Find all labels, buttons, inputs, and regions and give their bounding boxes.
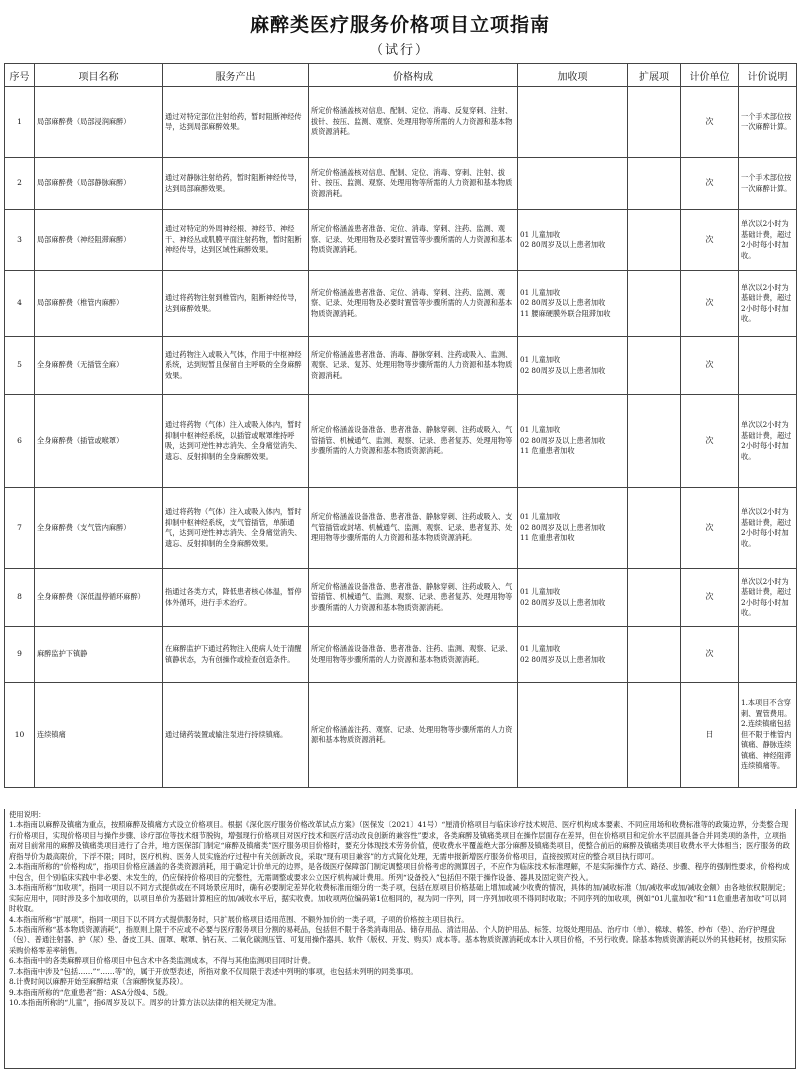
price-composition-cell: 所定价格涵盖核对信息、配制、定位、消毒、穿刺、注射、拔针、按压、监测、观察、处理用物等所需的人力资源和基本物质资源消耗。	[309, 158, 518, 210]
addon-items-cell	[518, 683, 628, 788]
pricing-note-cell: 单次以2小时为基础计费，超过2小时每小时加收。	[739, 271, 797, 337]
pricing-unit-cell: 日	[681, 683, 739, 788]
row-number-cell: 4	[5, 271, 35, 337]
table-header-row	[5, 64, 797, 87]
price-item-table	[4, 63, 797, 788]
pricing-note-cell: 单次以2小时为基础计费，超过2小时每小时加收。	[739, 488, 797, 569]
row-number-cell: 1	[5, 87, 35, 158]
price-composition-cell: 所定价格涵盖设备准备、患者准备、静脉穿刺、注药或吸入、支气管插管或封堵、机械通气、监测、观察、记录、患者复苏、处理用物等步骤所需的人力资源和基本物质资源消耗。	[309, 488, 518, 569]
pricing-unit-cell: 次	[681, 627, 739, 683]
addon-items-cell: 01 儿童加收 02 80周岁及以上患者加收	[518, 627, 628, 683]
item-name-cell: 全身麻醉费（深低温停循环麻醉）	[35, 569, 163, 627]
header-addon: 加收项	[518, 64, 628, 87]
service-output-cell: 通过对静脉注射给药，暂时阻断神经传导，达到局部麻醉效果。	[163, 158, 309, 210]
extension-items-cell	[628, 488, 681, 569]
extension-items-cell	[628, 271, 681, 337]
notes-heading: 使用说明：	[9, 810, 46, 819]
pricing-note-cell: 单次以2小时为基础计费，超过2小时每小时加收。	[739, 210, 797, 271]
item-name-cell: 局部麻醉费（神经阻滞麻醉）	[35, 210, 163, 271]
header-no: 序号	[5, 64, 35, 87]
pricing-unit-cell: 次	[681, 158, 739, 210]
service-output-cell: 指通过各类方式，降低患者核心体温，暂停体外循环，进行手术治疗。	[163, 569, 309, 627]
item-name-cell: 麻醉监护下镇静	[35, 627, 163, 683]
service-output-cell: 通过药物注入或吸入气体，作用于中枢神经系统，达到短暂且保留自主呼吸的全身麻醉效果。	[163, 337, 309, 395]
table-row	[5, 488, 797, 569]
addon-items-cell: 01 儿童加收 02 80周岁及以上患者加收	[518, 569, 628, 627]
table-row	[5, 158, 797, 210]
service-output-cell: 通过对特定部位注射给药，暂时阻断神经传导，达到局部麻醉效果。	[163, 87, 309, 158]
note-paragraph: 10.本指南所称的“儿童”，指6周岁及以下。周岁的计算方法以法律的相关规定为准。	[9, 998, 281, 1008]
price-composition-cell: 所定价格涵盖设备准备、患者准备、注药、监测、观察、记录、处理用物等步骤所需的人力资源和基本物质资源消耗。	[309, 627, 518, 683]
price-composition-cell: 所定价格涵盖患者准备、消毒、静脉穿刺、注药或吸入、监测、观察、记录、复苏、处理用物等步骤所需的人力资源和基本物质资源消耗。	[309, 337, 518, 395]
table-row	[5, 210, 797, 271]
service-output-cell: 通过将药物（气体）注入或吸入体内，暂时抑制中枢神经系统，以插管或喉罩维持呼吸，达到可逆性神志消失、全身痛觉消失、遗忘、反射抑制的全身麻醉效果。	[163, 395, 309, 488]
header-name: 项目名称	[35, 64, 163, 87]
item-name-cell: 全身麻醉费（支气管内麻醉）	[35, 488, 163, 569]
usage-notes	[4, 809, 796, 1069]
row-number-cell: 2	[5, 158, 35, 210]
item-name-cell: 全身麻醉费（无插管全麻）	[35, 337, 163, 395]
item-name-cell: 局部麻醉费（椎管内麻醉）	[35, 271, 163, 337]
extension-items-cell	[628, 337, 681, 395]
item-name-cell: 连续镇痛	[35, 683, 163, 788]
page-title: 麻醉类医疗服务价格项目立项指南	[249, 14, 550, 36]
addon-items-cell: 01 儿童加收 02 80周岁及以上患者加收 11 危重患者加收	[518, 395, 628, 488]
pricing-unit-cell: 次	[681, 488, 739, 569]
row-number-cell: 3	[5, 210, 35, 271]
pricing-unit-cell: 次	[681, 569, 739, 627]
table-row	[5, 569, 797, 627]
note-paragraph: 7.本指南中涉及“包括……”“……等”的，属于开放型表述，所指对象不仅局限于表述中列明的事项，也包括未列明的同类事项。	[9, 966, 418, 976]
pricing-note-cell	[739, 627, 797, 683]
addon-items-cell	[518, 87, 628, 158]
item-name-cell: 全身麻醉费（插管或喉罩）	[35, 395, 163, 488]
addon-items-cell: 01 儿童加收 02 80周岁及以上患者加收	[518, 337, 628, 395]
header-output: 服务产出	[163, 64, 309, 87]
pricing-note-cell	[739, 337, 797, 395]
addon-items-cell: 01 儿童加收 02 80周岁及以上患者加收	[518, 210, 628, 271]
table-body	[5, 87, 797, 788]
pricing-note-cell: 一个手术部位按一次麻醉计算。	[739, 87, 797, 158]
table-row	[5, 627, 797, 683]
table-row	[5, 87, 797, 158]
extension-items-cell	[628, 683, 681, 788]
item-name-cell: 局部麻醉费（局部浸润麻醉）	[35, 87, 163, 158]
service-output-cell: 通过对特定的外周神经根、神经节、神经干、神经丛或肌膜平面注射药物，暂时阻断神经传导，达到区域性麻醉效果。	[163, 210, 309, 271]
addon-items-cell: 01 儿童加收 02 80周岁及以上患者加收 11 危重患者加收	[518, 488, 628, 569]
pricing-unit-cell: 次	[681, 395, 739, 488]
service-output-cell: 通过将药物注射到椎管内，阻断神经传导，达到麻醉效果。	[163, 271, 309, 337]
row-number-cell: 8	[5, 569, 35, 627]
service-output-cell: 通过储药装置或输注泵进行持续镇痛。	[163, 683, 309, 788]
row-number-cell: 10	[5, 683, 35, 788]
header-price: 价格构成	[309, 64, 518, 87]
service-output-cell: 通过将药物（气体）注入或吸入体内，暂时抑制中枢神经系统，支气管插管，单肺通气，达到可逆性神志消失、全身痛觉消失、遗忘、反射抑制的全身麻醉效果。	[163, 488, 309, 569]
pricing-unit-cell: 次	[681, 87, 739, 158]
pricing-note-cell: 单次以2小时为基础计费，超过2小时每小时加收。	[739, 569, 797, 627]
extension-items-cell	[628, 210, 681, 271]
note-paragraph: 3.本指南所称“加收项”，指同一项目以不同方式提供或在不同场景应用时，确有必要制定差异化收费标准而细分的一类子项，包括在原项目价格基础上增加或减少收费的情况，具体的加/减收标准（加/减收率或加/减收金额）由各地依权限制定；实际应用中，同时涉及多个加收项的，以项目单价为基础计算相应的加/减收水平后，据实收费。加收项两位编码第1位相同的，视为同一序列，同一序列加收项不得同时收取；不同序列的加收项，例如“01儿童加收”和“11危重患者加收”可以同时收取。	[9, 883, 790, 914]
service-output-cell: 在麻醉监护下通过药物注入使病人处于清醒镇静状态，为有创操作或检查创造条件。	[163, 627, 309, 683]
item-name-cell: 局部麻醉费（局部静脉麻醉）	[35, 158, 163, 210]
price-composition-cell: 所定价格涵盖设备准备、患者准备、静脉穿刺、注药或吸入、气管插管、机械通气、监测、观察、记录、患者复苏、处理用物等步骤所需的人力资源和基本物质资源消耗。	[309, 395, 518, 488]
price-composition-cell: 所定价格涵盖核对信息、配制、定位、消毒、反复穿刺、注射、拔针、按压、监测、观察、处理用物等所需的人力资源和基本物质资源消耗。	[309, 87, 518, 158]
note-paragraph: 5.本指南所称“基本物质资源消耗”，指原则上限于不应或不必要与医疗服务项目分割的易耗品，包括但不限于各类消毒用品、储存用品、清洁用品、个人防护用品、标签、垃圾处理用品、治疗巾（单）、棉球、棉签、纱布（垫）、治疗护理盘（包）、普通注射器、护（尿）垫、备皮工具、面罩、喉罩、钠石灰、二氧化碳测压管、可复用操作器具、软件（版权、开发、购买）成本等。基本物质资源消耗成本计入项目价格，不另行收费。除基本物质资源消耗以外的其他耗材，按照实际采购价格零差率销售。	[9, 924, 787, 955]
table-row	[5, 337, 797, 395]
row-number-cell: 5	[5, 337, 35, 395]
price-composition-cell: 所定价格涵盖注药、观察、记录、处理用物等步骤所需的人力资源和基本物质资源消耗。	[309, 683, 518, 788]
pricing-note-cell: 1.本项目不含穿刺、置管费用。 2.连续镇痛包括但不限于椎管内镇痛、静脉连续镇痛、神经阻滞连续镇痛等。	[739, 683, 797, 788]
extension-items-cell	[628, 87, 681, 158]
table-row	[5, 683, 797, 788]
pricing-unit-cell: 次	[681, 210, 739, 271]
note-paragraph: 6.本指南中的各类麻醉项目价格项目中包含术中各类监测成本，不得与其他监测项目同时计费。	[9, 956, 316, 966]
extension-items-cell	[628, 158, 681, 210]
pricing-note-cell: 一个手术部位按一次麻醉计算。	[739, 158, 797, 210]
extension-items-cell	[628, 627, 681, 683]
price-composition-cell: 所定价格涵盖患者准备、定位、消毒、穿刺、注药、监测、观察、记录、处理用物及必要时置管等步骤所需的人力资源和基本物质资源消耗。	[309, 271, 518, 337]
note-paragraph: 2.本指南所称的“价格构成”，指项目价格应涵盖的各类资源消耗，用于确定计价单元的边界，是各级医疗保障部门制定调整项目价格考虑的测算因子，不应作为临床技术标准理解，不是实际操作方式、路径、步骤、程序的强制性要求，价格构成中包含，但个别临床实践中非必要、未发生的，仍应保持价格项目的完整性，无需调整或要求公立医疗机构减计费用。所列“设备投入”包括但不限于操作设备、器具及固定资产投入。	[9, 862, 790, 882]
pricing-unit-cell: 次	[681, 271, 739, 337]
addon-items-cell	[518, 158, 628, 210]
note-paragraph: 8.计费时间以麻醉开始至麻醉结束（含麻醉恢复苏段）。	[9, 977, 188, 987]
table-row	[5, 271, 797, 337]
pricing-unit-cell: 次	[681, 337, 739, 395]
price-composition-cell: 所定价格涵盖设备准备、患者准备、静脉穿刺、注药或吸入、气管插管、机械通气、监测、观察、记录、患者复苏、处理用物等步骤所需的人力资源和基本物质资源消耗。	[309, 569, 518, 627]
row-number-cell: 9	[5, 627, 35, 683]
extension-items-cell	[628, 395, 681, 488]
note-paragraph: 1.本指南以麻醉及镇痛为重点，按照麻醉及镇痛方式设立价格项目。根据《深化医疗服务价格改革试点方案》（医保发〔2021〕41号）“厘清价格项目与临床诊疗技术规范、医疗机构成本要素、不同应用场和收费标准等的政策边界，分类整合现行价格项目，实现价格项目与操作步骤、诊疗部位等技术细节脱钩，增强现行价格项目对医疗技术和医疗活动改良创新的兼容性”要求，各类麻醉及镇痛类项目在操作层面存在差异，但在价格项目和定价水平层面具备合并同类项的条件，立项指南对目前常用的麻醉及镇痛类项目进行了合并，地方医保部门制定“麻醉及镇痛类”医疗服务项目价格时，要充分体现技术劳务价值，使收费水平覆盖绝大部分麻醉及镇痛类项目，使整合前后的麻醉及镇痛类项目收费水平大体相当；医疗服务的政府指导价为最高限价，下浮不限；同时，医疗机构、医务人员实施治疗过程中有关创新改良，采取“现有项目兼容”的方式简化处理，无需申报新增医疗服务价格项目，直接按照对应的整合项目执行即可。	[9, 820, 790, 861]
header-note: 计价说明	[739, 64, 797, 87]
row-number-cell: 7	[5, 488, 35, 569]
header-ext: 扩展项	[628, 64, 681, 87]
page-subtitle: （试行）	[369, 43, 430, 58]
extension-items-cell	[628, 569, 681, 627]
row-number-cell: 6	[5, 395, 35, 488]
note-paragraph: 4.本指南所称“扩展项”，指同一项目下以不同方式提供服务时，只扩展价格项目适用范围、不额外加价的一类子项，子项的价格按主项目执行。	[9, 914, 469, 924]
pricing-note-cell: 单次以2小时为基础计费，超过2小时每小时加收。	[739, 395, 797, 488]
header-unit: 计价单位	[681, 64, 739, 87]
note-paragraph: 9.本指南所称的“危重患者”指：ASA分级4、5级。	[9, 987, 173, 997]
addon-items-cell: 01 儿童加收 02 80周岁及以上患者加收 11 腰麻硬膜外联合阻滞加收	[518, 271, 628, 337]
table-row	[5, 395, 797, 488]
price-composition-cell: 所定价格涵盖患者准备、定位、消毒、穿刺、注药、监测、观察、记录、处理用物及必要时置管等步骤所需的人力资源和基本物质资源消耗。	[309, 210, 518, 271]
